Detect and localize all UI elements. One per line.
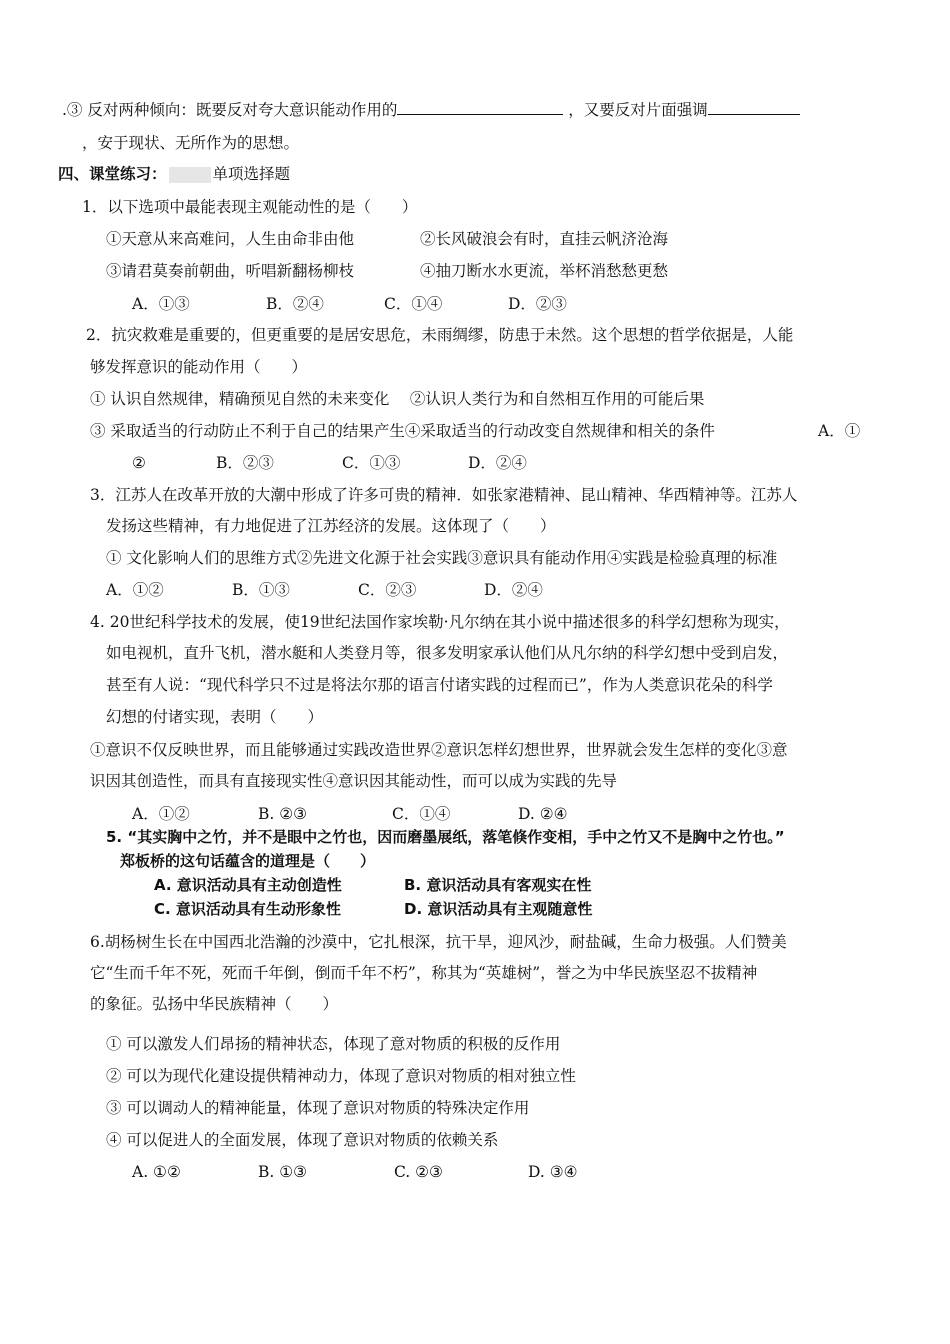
q1-statement-1: ①天意从来高难问，人生由命非由他 bbox=[106, 230, 355, 248]
q2-option-b: B．②③ bbox=[216, 454, 274, 472]
section-heading bbox=[58, 164, 290, 184]
q6-stem-line-3: 的象征。弘扬中华民族精神（ ） bbox=[90, 995, 339, 1013]
q5-option-c: C. 意识活动具有生动形象性 bbox=[154, 900, 341, 918]
q1-statement-4: ④抽刀断水水更流，举杯消愁愁更愁 bbox=[420, 262, 669, 280]
q3-option-d: D．②④ bbox=[484, 581, 543, 599]
q3-stem-line-1: 3．江苏人在改革开放的大潮中形成了许多可贵的精神．如张家港精神、昆山精神、华西精神等。江苏人 bbox=[90, 486, 798, 504]
q4-option-a: A．①② bbox=[132, 805, 190, 823]
highlight-mark bbox=[169, 167, 211, 183]
q6-option-d: D. ③④ bbox=[528, 1163, 578, 1181]
q5-option-a: A. 意识活动具有主动创造性 bbox=[154, 876, 342, 894]
q5-option-b: B. 意识活动具有客观实在性 bbox=[404, 876, 592, 894]
q6-options bbox=[132, 1162, 578, 1182]
q5-option-d: D. 意识活动具有主观随意性 bbox=[404, 900, 593, 918]
q6-statement-3: ③ 可以调动人的精神能量，体现了意识对物质的特殊决定作用 bbox=[106, 1099, 530, 1117]
intro-text-a: .③ 反对两种倾向：既要反对夸大意识能动作用的 bbox=[62, 101, 398, 119]
q4-option-c: C．①④ bbox=[392, 805, 451, 823]
q3-statements: ① 文化影响人们的思维方式②先进文化源于社会实践③意识具有能动作用④实践是检验真理的标准 bbox=[106, 549, 778, 567]
q2-statements-3-4: ③ 采取适当的行动防止不利于自己的结果产生④采取适当的行动改变自然规律和相关的条件 bbox=[90, 422, 715, 440]
q5-stem-line-1: 5. “其实胸中之竹，并不是眼中之竹也，因而磨墨展纸，落笔倏作变相，手中之竹又不是胸中之竹也。” bbox=[106, 828, 785, 846]
q1-option-c: C．①④ bbox=[384, 295, 443, 313]
q6-statement-4: ④ 可以促进人的全面发展，体现了意识对物质的依赖关系 bbox=[106, 1131, 499, 1149]
q6-option-b: B. ①③ bbox=[258, 1163, 308, 1181]
q2-option-c: C．①③ bbox=[342, 454, 401, 472]
q4-stem-line-1: 4. 20世纪科学技术的发展，使19世纪法国作家埃勒·凡尔纳在其小说中描述很多的科学幻想称为现实， bbox=[90, 613, 790, 631]
q4-stem-line-2: 如电视机，直升飞机，潜水艇和人类登月等，很多发明家承认他们从凡尔纳的科学幻想中受到启发， bbox=[106, 644, 789, 662]
q2-option-a-part2: ② bbox=[132, 454, 146, 472]
q2-stem-line-2: 够发挥意识的能动作用（ ） bbox=[90, 358, 308, 376]
q3-option-c: C．②③ bbox=[358, 581, 417, 599]
q4-statements-line-2: 识因其创造性，而具有直接现实性④意识因其能动性，而可以成为实践的先导 bbox=[90, 772, 618, 790]
fill-blank-2 bbox=[708, 100, 800, 115]
q3-option-a: A．①② bbox=[106, 581, 164, 599]
q4-stem-line-3: 甚至有人说：“现代科学只不过是将法尔那的语言付诸实践的过程而已”，作为人类意识花朵的科学 bbox=[106, 676, 773, 694]
fill-blank-1 bbox=[397, 100, 563, 115]
q3-options bbox=[106, 580, 543, 600]
q6-statement-1: ① 可以激发人们昂扬的精神状态，体现了意对物质的积极的反作用 bbox=[106, 1035, 561, 1053]
q6-stem-line-1: 6.胡杨树生长在中国西北浩瀚的沙漠中，它扎根深，抗干旱，迎风沙，耐盐碱，生命力极强。人们赞美 bbox=[90, 933, 787, 951]
q6-option-a: A. ①② bbox=[132, 1163, 181, 1181]
intro-text-b: ，又要反对片面强调 bbox=[568, 101, 708, 119]
q4-statements-line-1: ①意识不仅反映世界，而且能够通过实践改造世界②意识怎样幻想世界，世界就会发生怎样的变化③意 bbox=[90, 741, 788, 759]
q1-statement-3: ③请君莫奏前朝曲，听唱新翻杨柳枝 bbox=[106, 262, 355, 280]
q2-statements-1-2: ① 认识自然规律，精确预见自然的未来变化 ②认识人类行为和自然相互作用的可能后果 bbox=[90, 390, 705, 408]
q1-statement-2: ②长风破浪会有时，直挂云帆济沧海 bbox=[420, 230, 669, 248]
q3-option-b: B．①③ bbox=[232, 581, 290, 599]
intro-line-2: ，安于现状、无所作为的思想。 bbox=[82, 134, 300, 152]
q3-stem-line-2: 发扬这些精神，有力地促进了江苏经济的发展。这体现了（ ） bbox=[106, 517, 556, 535]
intro-line-1 bbox=[62, 100, 800, 120]
q2-option-a-part1: A．① bbox=[818, 422, 861, 440]
section-colon: ： bbox=[151, 165, 167, 183]
q4-option-d: D. ②④ bbox=[518, 805, 568, 823]
q1-options bbox=[132, 294, 567, 314]
q2-option-d: D．②④ bbox=[468, 454, 527, 472]
section-title: 四、课堂练习 bbox=[58, 165, 152, 183]
q4-option-b: B. ②③ bbox=[258, 805, 308, 823]
q6-option-c: C. ②③ bbox=[394, 1163, 443, 1181]
q4-options bbox=[132, 804, 568, 824]
q1-option-a: A．①③ bbox=[132, 295, 190, 313]
q2-stem-line-1: 2．抗灾救难是重要的，但更重要的是居安思危，未雨绸缪，防患于未然。这个思想的哲学依据是，人能 bbox=[86, 326, 794, 344]
q2-options bbox=[132, 453, 527, 473]
q6-stem-line-2: 它“生而千年不死，死而千年倒，倒而千年不朽”，称其为“英雄树”，誉之为中华民族坚忍不拔精神 bbox=[90, 964, 758, 982]
section-subtitle: 单项选择题 bbox=[212, 165, 291, 183]
q1-stem: 1．以下选项中最能表现主观能动性的是（ ） bbox=[82, 198, 418, 216]
q5-stem-line-2: 郑板桥的这句话蕴含的道理是（ ） bbox=[120, 852, 376, 870]
q1-option-d: D．②③ bbox=[508, 295, 567, 313]
q1-option-b: B．②④ bbox=[266, 295, 324, 313]
q6-statement-2: ② 可以为现代化建设提供精神动力，体现了意识对物质的相对独立性 bbox=[106, 1067, 576, 1085]
q4-stem-line-4: 幻想的付诸实现，表明（ ） bbox=[106, 708, 324, 726]
